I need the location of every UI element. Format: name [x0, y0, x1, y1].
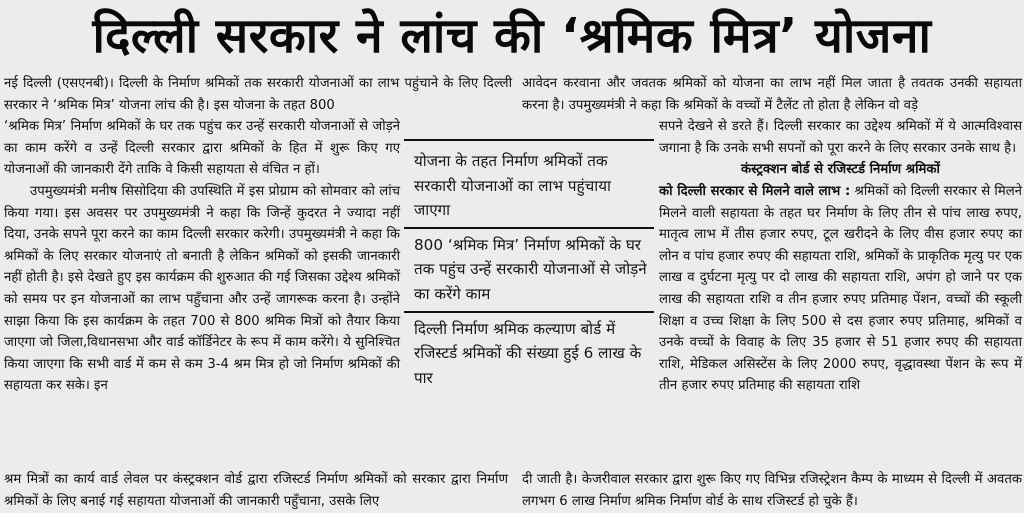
right-paragraph-1: आवेदन करवाना और जवतक श्रमिकों को योजना का लाभ नहीं मिल जाता है तवतक उनकी सहायता करना है। उपमुख्यमंत्री ने कहा कि श्रमिकों के वच्चों में टैलेंट तो होता है लेकिन वो वड़े	[522, 76, 1022, 113]
callout-item-1: योजना के तहत निर्माण श्रमिकों तक सरकारी योजनाओं का लाभ पहुंचाया जाएगा	[414, 152, 611, 220]
left-paragraph-2: उपमुख्यमंत्री मनीष सिसोदिया की उपस्थिति में इस प्रोग्राम को सोमवार को लांच किया गया। इस अवसर पर उपमुख्यमंत्री ने कहा कि जिन्हें कुदरत ने ज्यादा नहीं दिया, उनके सपने पूरा करने का काम दिल्ली सरकार करेगी। उपमुख्यमंत्री ने कहा कि श्रमिकों के लिए सरकार योजनाएं तो बनाती है लेकिन श्रमिकों को इसकी जानकारी नहीं होती है। इसे देखते हुए इस कार्यक्रम की शुरुआत की गई जिसका उद्देश्य श्रमिकों को समय पर इन योजनाओं का लाभ पहुँचाना और उन्हें जागरूक करना है। उन्होंने साझा किया कि इस कार्यक्रम के तहत 700 से 800 श्रमिक मित्रों को तैयार किया जाएगा जो जिला,विधानसभा और वार्ड कॉर्डिनेटर के रूप में काम करेंगे। ये सुनिश्चित किया जाएगा कि सभी वार्ड में कम से कम 3-4 श्रम मित्र हो जो निर्माण श्रमिकों की सहायता कर सके। इन	[4, 183, 400, 394]
left-paragraph-1-cont: ‘श्रमिक मित्र’ निर्माण श्रमिकों के घर तक पहुंच कर उन्हें सरकारी योजनाओं से जोड़ने का काम करेंगे व उन्हें दिल्ली सरकार द्वारा श्रमिकों के हित में शुरू किए गए योजनाओं की जानकारी देंगे ताकि वे किसी सहायता से वंचित न हों।	[4, 119, 400, 178]
left-narrow-block	[4, 116, 400, 397]
headline: दिल्ली सरकार ने लांच की ‘श्रमिक मित्र’ योजना	[92, 8, 932, 64]
right-paragraph-2-lead: श्रमिकों को	[854, 183, 907, 199]
left-paragraph-1-text: दिल्ली के निर्माण श्रमिकों तक सरकारी योजनाओं का लाभ पहुंचाने के लिए दिल्ली सरकार ने ‘श्रमिक मित्र’ योजना लांच की है। इस योजना के तहत 800	[4, 76, 512, 113]
callout-item-2: 800 ‘श्रमिक मित्र’ निर्माण श्रमिकों के घर तक पहुंच उन्हें सरकारी योजनाओं से जोड़ने का करेंगे काम	[404, 227, 654, 311]
right-paragraph-2-text: दिल्ली सरकार से मिलने मिलने वाली सहायता के तहत घर निर्माण के लिए तीन से पांच लाख रुपए, मातृत्व लाभ में तीस हजार रुपए, टूल खरीदने के लिए वीस हजार रुपए का लोन व पांच हजार रुपए की सहायता राशि, श्रमिकों के प्राकृतिक मृत्यु पर एक लाख व दुर्घटना मृत्यु पर दो लाख की सहायता राशि, अपंग हो जाने पर एक लाख की सहायता राशि व तीन हजार रुपए प्रतिमाह पेंशन, वच्चों की स्कूली शिक्षा व उच्च शिक्षा के लिए 500 से दस हजार रुपए प्रतिमाह, श्रमिकों व उनके वच्चों के विवाह के लिए 35 हजार से 51 हजार रुपए की सहायता राशि, मेडिकल असिस्टेंस के लिए 2000 रुपए, वृद्धावस्था पेंशन के रूप में तीन हजार रुपए प्रतिमाह की सहायता राशि	[659, 183, 1022, 394]
right-subhead-line-1: कंस्ट्रक्शन बोर्ड से रजिस्टर्ड निर्माण श्रमिकों	[741, 162, 940, 178]
right-paragraph-2	[659, 181, 1022, 397]
left-bottom-text: श्रम मित्रों का कार्य वार्ड लेवल पर कंस्ट्रक्शन वोर्ड द्वारा रजिस्टर्ड निर्माण श्रमिकों को सरकार द्वारा निर्माण श्रमिकों के लिए बनाई गई सहायता योजनाओं की जानकारी पहुँचाना, उसके लिए	[4, 472, 508, 510]
right-narrow-block	[659, 116, 1022, 397]
right-column	[522, 73, 1022, 397]
right-bottom-text: दी जाती है। केजरीवाल सरकार द्वारा शुरू किए गए विभिन्न रजिस्ट्रेशन कैम्प के माध्यम से दिल्ली में अवतक लगभग 6 लाख निर्माण श्रमिक निर्माण वोर्ड के साथ रजिस्टर्ड हो चुके हैं।	[522, 472, 1022, 510]
left-paragraph-1	[4, 73, 512, 116]
callout-item-3: दिल्ली निर्माण श्रमिक कल्याण बोर्ड में रजिस्टर्ड श्रमिकों की संख्या हुई 6 लाख के पार	[404, 311, 654, 395]
right-paragraph-1-cont: सपने देखने से डरते हैं। दिल्ली सरकार का उद्देश्य श्रमिकों में ये आत्मविश्वास जगाना है कि उनके सभी सपनों को पूरा करने के लिए सरकार उनके साथ है।	[659, 119, 1022, 156]
right-subhead-line-2: को दिल्ली सरकार से मिलने वाले लाभ :	[659, 183, 851, 199]
dateline: नई दिल्ली (एसएनबी)।	[4, 76, 114, 91]
